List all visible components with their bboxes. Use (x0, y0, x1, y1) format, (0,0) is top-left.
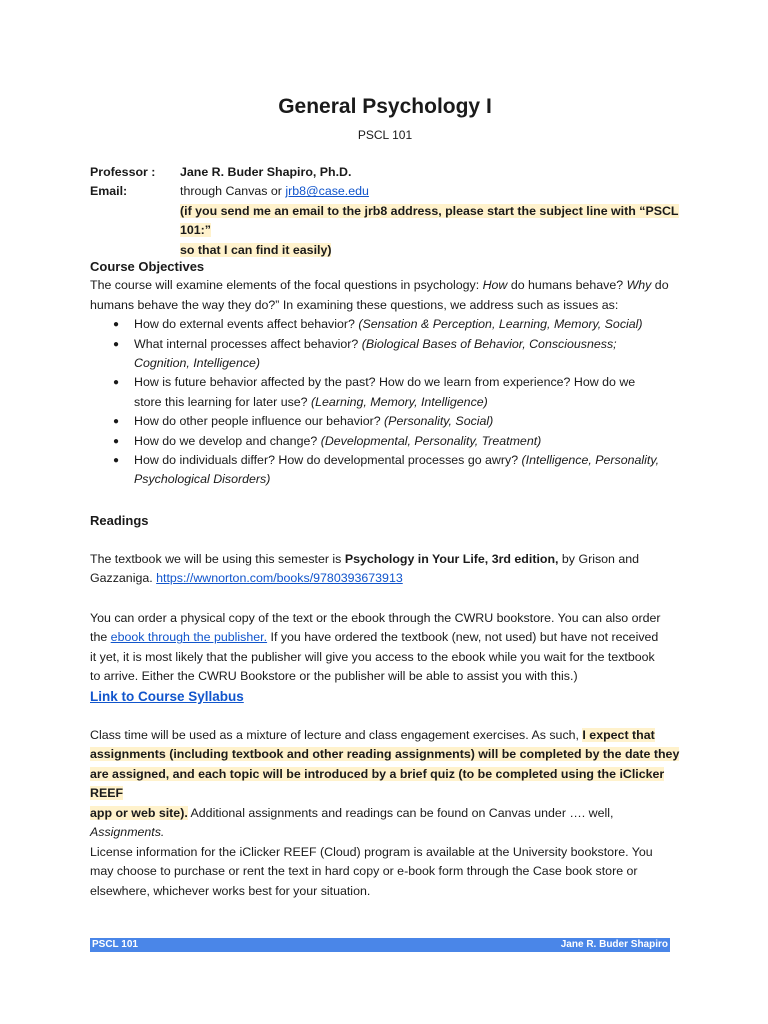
textbook-title: Psychology in Your Life, 3rd edition, (344, 552, 559, 566)
list-item: ● What internal processes affect behavior? (Biological Bases of Behavior, Consciousness; Cognition, Intelligence) (113, 336, 617, 371)
objectives-heading: Course Objectives (90, 259, 205, 274)
professor-name: Jane R. Buder Shapiro, Ph.D. (180, 165, 352, 179)
readings-paragraph-1: The textbook we will be using this semester is Psychology in Your Life, 3rd edition, by Grison and Gazzaniga. https://wwnorton.com/books/9780393673913 (90, 552, 640, 586)
readings-heading: Readings (90, 513, 149, 528)
objectives-list (90, 315, 680, 490)
footer-course-code: PSCL 101 (92, 939, 138, 950)
bullet-icon: ● (113, 377, 120, 389)
email-note-line-1: (if you send me an email to the jrb8 address, please start the subject line with “PSCL 101:” (180, 203, 679, 238)
email-label: Email: (90, 184, 128, 199)
readings-paragraph-2: You can order a physical copy of the text or the ebook through the CWRU bookstore. You can also order the ebook through the publisher. If you have ordered the textbook (new, not used) but have not received it yet, it is most likely that the publisher will give you access to the ebook while you wait for the textbook to arrive. Either the CWRU Bookstore or the publisher will be able to assist you with this.) Link to Course Syllabus (90, 611, 661, 704)
email-prefix: through Canvas or (180, 184, 286, 199)
email-link[interactable]: jrb8@case.edu (285, 184, 369, 199)
page-title: General Psychology I (278, 95, 492, 118)
textbook-url-link[interactable]: https://wwnorton.com/books/9780393673913 (156, 571, 403, 586)
list-item: ● How is future behavior affected by the past? How do we learn from experience? How do we store this learning for later use? (Learning, Memory, Intelligence) (113, 375, 636, 409)
bullet-icon: ● (113, 338, 120, 350)
contact-block (90, 163, 680, 260)
course-syllabus-link[interactable]: Link to Course Syllabus (90, 688, 244, 704)
list-item: ● How do individuals differ? How do developmental processes go awry? (Intelligence, Personality, Psychological Disorders) (113, 453, 660, 487)
classtime-paragraph: Class time will be used as a mixture of lecture and class engagement exercises. As such, I expect that assignments (including textbook and other reading assignments) will be completed by the date they are assigned, and each topic will be introduced by a brief quiz (to be completed using the iClicker REEF app or web site). Additional assignments and readings can be found on Canvas under …. well, Assignments. (90, 728, 680, 840)
bullet-icon: ● (113, 416, 120, 428)
email-value (180, 182, 680, 201)
bullet-icon: ● (113, 455, 120, 467)
list-item: ● How do we develop and change? (Developmental, Personality, Treatment) (90, 432, 680, 451)
email-note-line-2: so that I can find it easily) (180, 242, 332, 257)
list-item: ● How do other people influence our behavior? (Personality, Social) (90, 412, 680, 431)
objectives-intro-line-1: The course will examine elements of the focal questions in psychology: How do humans behave? Why do (90, 278, 669, 293)
objectives-section (90, 257, 680, 490)
license-paragraph: License information for the iClicker REEF (Cloud) program is available at the University bookstore. You may choose to purchase or rent the text in hard copy or e-book form through the Case book store or elsewhere, whichever works best for your situation. (90, 845, 653, 898)
email-row (90, 182, 680, 201)
bullet-icon: ● (113, 319, 120, 331)
professor-label: Professor : (90, 165, 156, 179)
page-footer (90, 938, 670, 952)
readings-section (90, 511, 680, 530)
professor-row (90, 163, 680, 182)
course-code: PSCL 101 (357, 128, 413, 142)
objectives-intro-line-2: humans behave the way they do?” In examining these questions, we address such as issues as: (90, 297, 619, 312)
footer-author: Jane R. Buder Shapiro (560, 939, 668, 950)
list-item: ● How do external events affect behavior? (Sensation & Perception, Learning, Memory, Social) (90, 315, 680, 334)
bullet-icon: ● (113, 435, 120, 447)
email-note-row-1 (90, 202, 680, 241)
ebook-publisher-link[interactable]: ebook through the publisher. (110, 630, 268, 645)
